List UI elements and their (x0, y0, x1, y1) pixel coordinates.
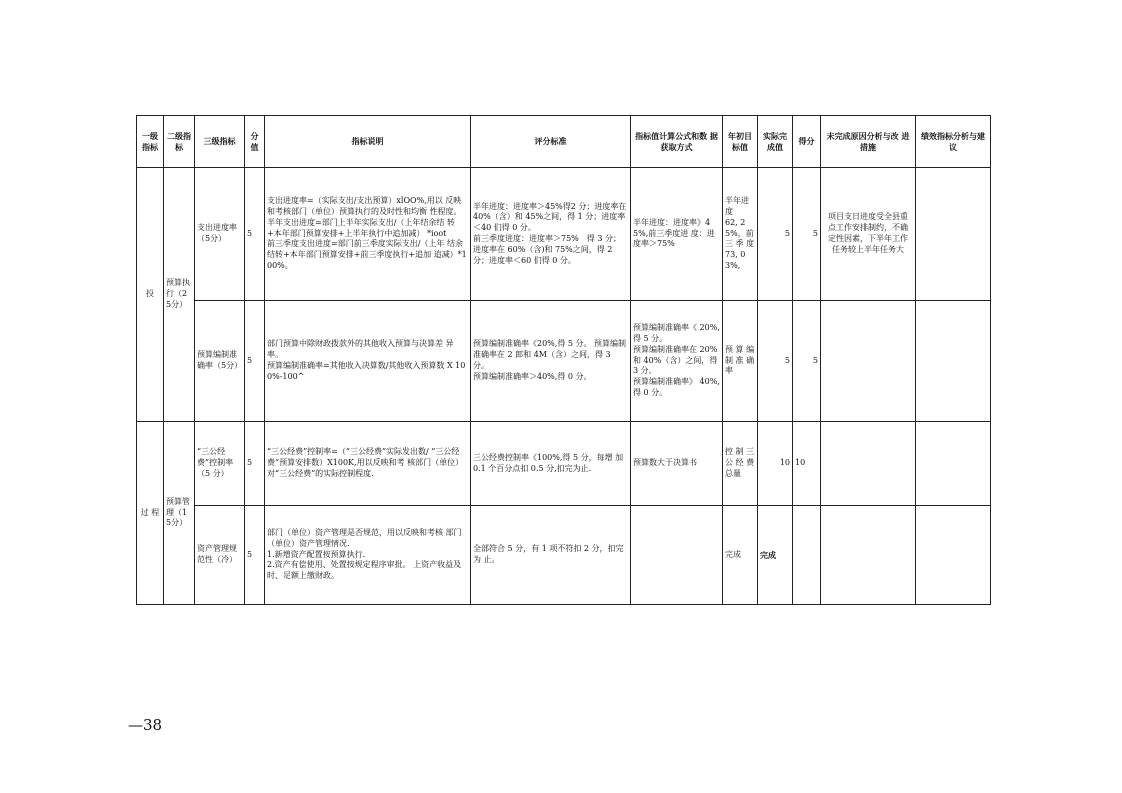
header-suggest: 绩效指标分析与建议 (916, 116, 991, 168)
criteria-cell: 三公经费控制率《100%,得 5 分，每增 加 0.1 个百分点扣 0.5 分,扣完为止. (471, 422, 631, 506)
table-row (137, 422, 991, 506)
got-cell (793, 506, 821, 605)
level2-cell: 预算管理（15分） (164, 422, 195, 605)
level1-cell: 投 (137, 168, 164, 422)
got-cell: 5 (793, 168, 821, 301)
got-cell: 10 (793, 422, 821, 506)
formula-cell: 预算数大于决算书 (631, 422, 723, 506)
level3-cell: “三公经费”控制率（5 分） (195, 422, 245, 506)
suggest-cell (916, 422, 991, 506)
score-cell: 5 (245, 168, 265, 301)
formula-cell (631, 506, 723, 605)
header-initial: 年初目标值 (723, 116, 758, 168)
level2-cell: 预算执行（25分） (164, 168, 195, 422)
criteria-cell: 全部符合 5 分，有 1 项不符扣 2 分，扣完 为 止。 (471, 506, 631, 605)
actual-cell: 5 (758, 301, 793, 422)
reason-cell (821, 422, 916, 506)
desc-cell: 部门（单位）资产管理是否规范，用以反映和考核 部门（单位）资产管理情况. 1.新增资产配置按预算执行. 2.资产有偿使用、处置按规定程序审批。 上资产收益及时、足额上缴财政。 (265, 506, 471, 605)
header-formula: 指标值计算公式和数 据获取方式 (631, 116, 723, 168)
actual-cell: 5 (758, 168, 793, 301)
header-l3: 三级指标 (195, 116, 245, 168)
desc-cell: “三公经费”控制率=（“三公经费”实际发出数/ “三公经费”预算安排数）X100K,用以反映和考 核部门（单位）对“三公经费”的实际控制程度. (265, 422, 471, 506)
header-row (137, 116, 991, 168)
actual-cell: 完成 (758, 506, 793, 605)
header-actual: 实际完成值 (758, 116, 793, 168)
header-l2: 二级指标 (164, 116, 195, 168)
reason-cell (821, 506, 916, 605)
initial-cell: 预 算 编 制 准 确 率 (723, 301, 758, 422)
suggest-cell (916, 506, 991, 605)
score-cell: 5 (245, 422, 265, 506)
level3-cell: 预算编制准确率（5分） (195, 301, 245, 422)
header-score: 分值 (245, 116, 265, 168)
suggest-cell (916, 168, 991, 301)
header-l1: 一级指标 (137, 116, 164, 168)
reason-cell: 项目支日进度受全县重 点工作安排制约，不确 定性因素，下半年工作 任务较上半年任务大 (821, 168, 916, 301)
reason-cell (821, 301, 916, 422)
actual-cell: 10 (758, 422, 793, 506)
initial-cell: 半年进度 62, 25%，前 三 季 度 73, 03%, (723, 168, 758, 301)
level1-cell: 过 程 (137, 422, 164, 605)
formula-cell: 预算编制准确率《 20%,得 5 分。 预算编制准确率在 20%和 40%（含）之间，得 3 分。 预算编制准确率》 40%,得 0 分。 (631, 301, 723, 422)
got-cell: 5 (793, 301, 821, 422)
level3-cell: 支出进度率（5分） (195, 168, 245, 301)
suggest-cell (916, 301, 991, 422)
formula-cell: 半年进度：进度率》45%,前三季度进 度：进度率＞75% (631, 168, 723, 301)
header-got: 得分 (793, 116, 821, 168)
initial-cell: 控 制 三 公 经 费 总量 (723, 422, 758, 506)
header-reason: 未完成原因分析与改 进措施 (821, 116, 916, 168)
performance-table (136, 115, 991, 605)
level3-cell: 资产管理规范性（冷） (195, 506, 245, 605)
table-row (137, 506, 991, 605)
page-number: —38 (128, 716, 163, 734)
desc-cell: 支出进度率=（实际支出/支出预算）xlOO%,用以 反映和考核部门（单位）预算执行的及时性和均衡 性程度。 半年支出进度=部门上半年实际支出/（上年结余结 转+本年部门预算安排+上半年执行中追加减） *ioot 前三季度支出进度=部门前三季度实际支出/（上年 结余结转+本年部门预算安排+前三季度执行+追加 追减）*100%。 (265, 168, 471, 301)
initial-cell: 完成 (723, 506, 758, 605)
table-row (137, 301, 991, 422)
header-desc: 指标说明 (265, 116, 471, 168)
header-criteria: 评分标准 (471, 116, 631, 168)
score-cell: 5 (245, 301, 265, 422)
criteria-cell: 半年进度：进度率＞45%得2 分；进度率在 40%（含）和 45%之间，得 1 分；进度率＜40 们得 0 分。 前三季度进度：进度率＞75% 得 3 分；进度率在 60%（含)和 75%之间，得 2 分；进度率＜60 们得 0 分。 (471, 168, 631, 301)
criteria-cell: 预算编制准确率《20%,得 5 分。 预算编制准确率在 2 郎和 4M（含）之间，得 3 分。 预算编制准确率＞40%,得 0 分。 (471, 301, 631, 422)
desc-cell: 部门预算中除财政拨款外的其他收入预算与决算差 异率。 预算编制准确率=其他收入决算数/其他收入预算数 X 100%-100^ (265, 301, 471, 422)
table-row (137, 168, 991, 301)
score-cell: 5 (245, 506, 265, 605)
